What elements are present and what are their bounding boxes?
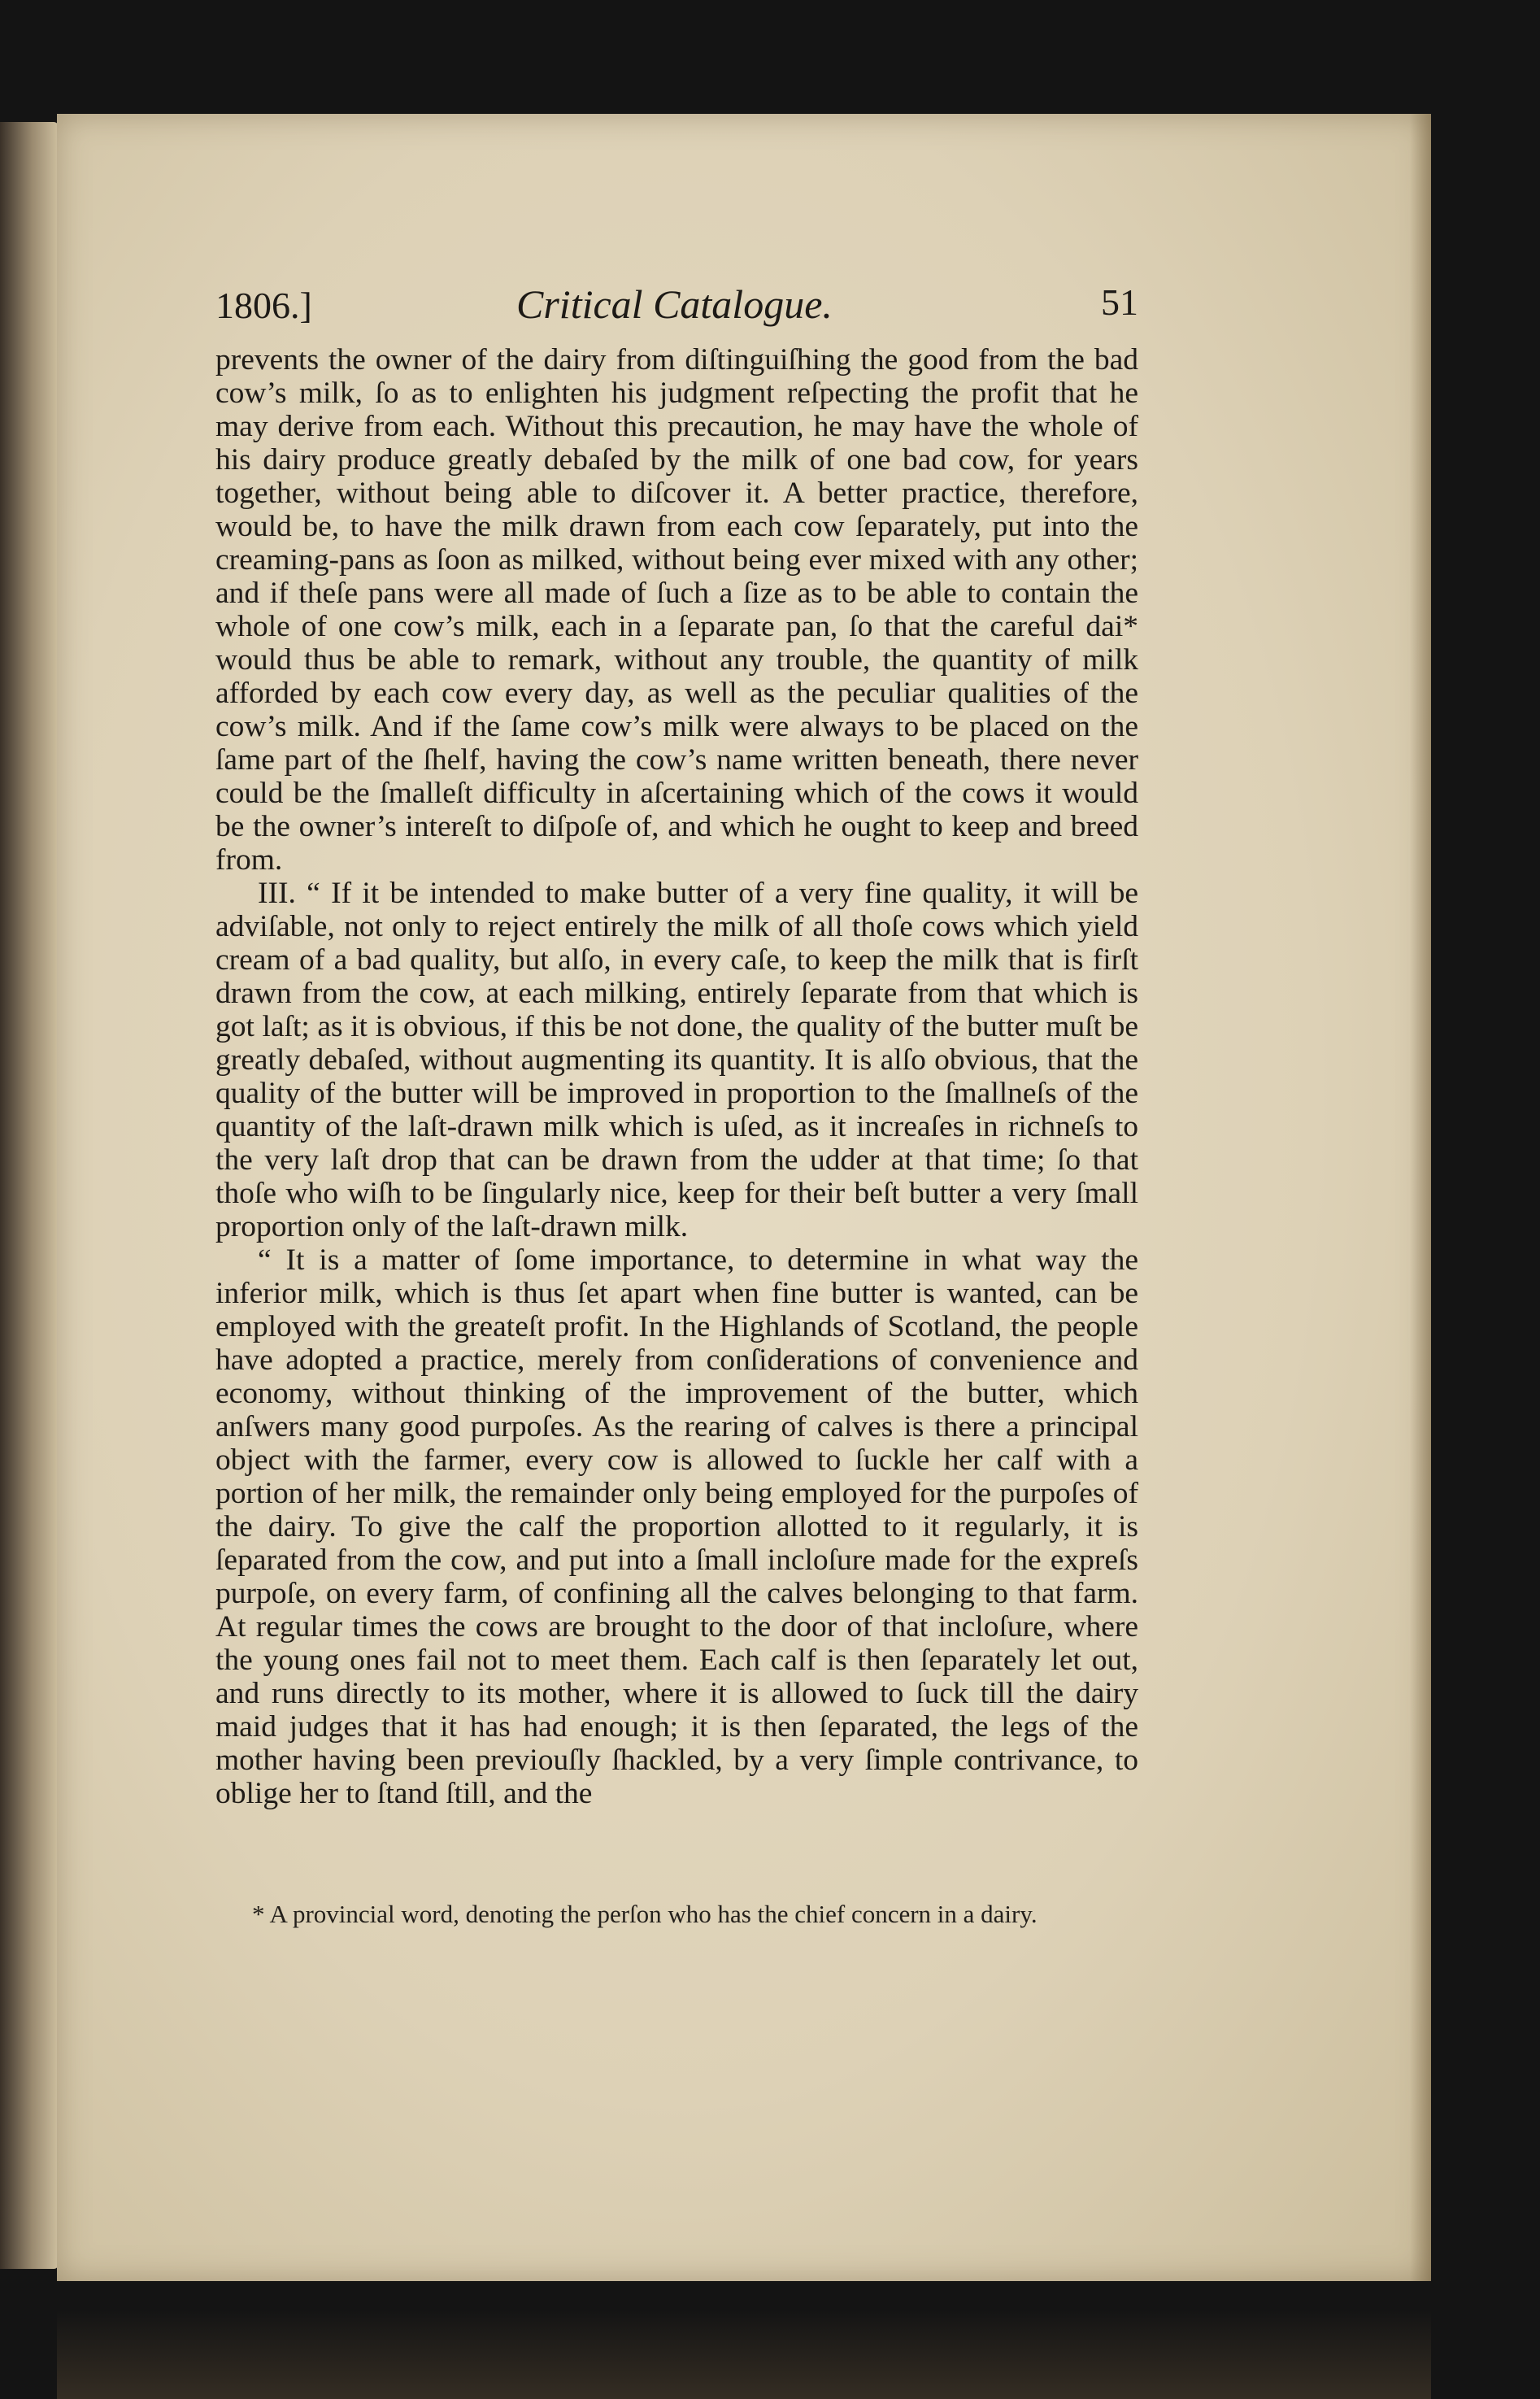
running-header: [215, 281, 1138, 337]
facing-page-edge: [0, 122, 59, 2269]
header-title: Critical Catalogue.: [516, 281, 833, 327]
footnote: * A provincial word, denoting the perſon who has the chief concern in a dairy.: [252, 1900, 1038, 1928]
body-text: [215, 343, 1138, 1810]
paragraph-2: III. “ If it be intended to make butter of a very fine quality, it will be adviſable, not only to reject entirely the milk of all thoſe cows which yield cream of a bad quality, but alſo, in every caſe, to keep the milk that is firſt drawn from the cow, at each milking, entirely ſeparate from that which is got laſt; as it is obvious, if this be not done, the quality of the butter muſt be greatly debaſed, without augmenting its quantity. It is alſo obvious, that the quality of the butter will be improved in proportion to the ſmallneſs of the quantity of the laſt-drawn milk which is uſed, as it increaſes in richneſs to the very laſt drop that can be drawn from the udder at that time; ſo that thoſe who wiſh to be ſingularly nice, keep for their beſt butter a very ſmall proportion only of the laſt-drawn milk.: [215, 877, 1138, 1243]
paragraph-1: prevents the owner of the dairy from diſtinguiſhing the good from the bad cow’s milk, ſo as to enlighten his judgment reſpecting the profit that he may derive from each. Without this precaution, he may have the whole of his dairy produce greatly debaſed by the milk of one bad cow, for years together, without being able to diſcover it. A better practice, therefore, would be, to have the milk drawn from each cow ſeparately, put into the creaming-pans as ſoon as milked, without being ever mixed with any other; and if theſe pans were all made of ſuch a ſize as to be able to contain the whole of one cow’s milk, each in a ſeparate pan, ſo that the careful dai* would thus be able to remark, without any trouble, the quantity of milk afforded by each cow every day, as well as the peculiar qualities of the cow’s milk. And if the ſame cow’s milk were always to be placed on the ſame part of the ſhelf, having the cow’s name written beneath, there never could be the ſmalleſt difficulty in aſcertaining which of the cows it would be the owner’s intereſt to diſpoſe of, and which he ought to keep and breed from.: [215, 343, 1138, 877]
page-number: 51: [1101, 281, 1138, 323]
page-stain: [57, 2310, 1431, 2399]
header-year: 1806.]: [215, 285, 312, 326]
paragraph-3: “ It is a matter of ſome importance, to determine in what way the inferior milk, which is thus ſet apart when fine butter is wanted, can be employed with the greateſt profit. In the Highlands of Scotland, the people have adopted a practice, merely from conſiderations of convenience and economy, without thinking of the improvement of the butter, which anſwers many good purpoſes. As the rearing of calves is there a principal object with the farmer, every cow is allowed to ſuckle her calf with a portion of her milk, the remainder only being employed for the purpoſes of the dairy. To give the calf the proportion allotted to it regularly, it is ſeparated from the cow, and put into a ſmall incloſure made for the expreſs purpoſe, on every farm, of confining all the calves belonging to that farm. At regular times the cows are brought to the door of that incloſure, where the young ones fail not to meet them. Each calf is then ſeparately let out, and runs directly to its mother, where it is allowed to ſuck till the dairy maid judges that it has had enough; it is then ſeparated, the legs of the mother having been previouſly ſhackled, by a very ſimple contrivance, to oblige her to ſtand ſtill, and the: [215, 1243, 1138, 1810]
